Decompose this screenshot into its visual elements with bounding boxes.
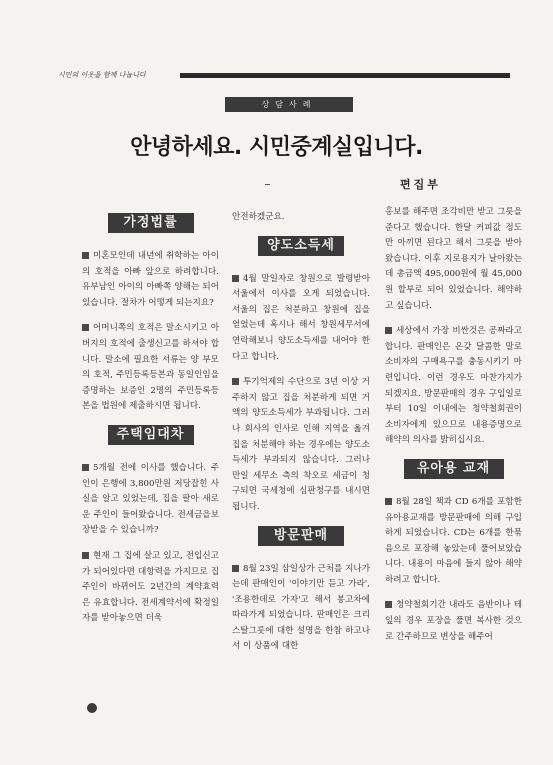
page-number-dot-icon <box>87 703 97 713</box>
column-3 <box>385 205 522 655</box>
paragraph <box>82 461 219 539</box>
paragraph <box>232 272 370 366</box>
heading-family-law: 가정법률 <box>108 213 194 233</box>
square-bullet-icon <box>232 378 239 385</box>
answer-text: 세상에서 가장 비싼것은 공짜라고 합니다. 판매인은 온갖 달콤한 말로 소비자의 구매욕구를 충동시키기 마련입니다. 이런 경우도 마찬가지가 되겠지요. 방문판매의 경우 구입일로부터 10일 이내에는 청약철회권이 소비자에게 있으므로 내용증명으로 해약의 의사를 밝히십시요. <box>385 326 522 446</box>
paragraph <box>385 598 522 645</box>
square-bullet-icon <box>385 327 392 334</box>
answer-text: 청약철회기간 내라도 음반이나 테잎의 경우 포장을 풀면 복사한 것으로 간주하므로 변상을 해주어 <box>385 600 522 642</box>
divider-dash <box>265 184 270 185</box>
paragraph <box>82 549 219 627</box>
paragraph: 홍보를 해주면 조각비만 받고 그릇을 준다고 했습니다. 한달 커피값 정도만 아끼면 된다고 해서 그릇을 받아왔습니다. 이후 지로용지가 날아왔는데 총금액 495,000원에 월 45,000원 할부로 되어 있었습니다. 해약하고 싶습니다. <box>385 207 522 311</box>
paragraph <box>82 321 219 415</box>
square-bullet-icon <box>385 498 392 505</box>
page-title: 안녕하세요. 시민중계실입니다. <box>130 135 423 160</box>
section-label: 상담사례 <box>225 97 353 112</box>
square-bullet-icon <box>82 464 89 471</box>
square-bullet-icon <box>232 565 239 572</box>
paragraph <box>385 324 522 449</box>
square-bullet-icon <box>82 552 89 559</box>
heading-door-to-door: 방문판매 <box>258 526 344 546</box>
question-text: 미혼모인데 내년에 취학하는 아이의 호적을 아빠 앞으로 하려합니다. 유부남인 아이의 아빠쪽 양해는 되어 있습니다. 절차가 어떻게 되는지요? <box>82 251 219 308</box>
paragraph <box>232 375 370 515</box>
paragraph <box>385 495 522 589</box>
heading-transfer-tax: 양도소득세 <box>258 236 344 256</box>
heading-lease: 주택임대차 <box>108 425 194 445</box>
answer-text: 현재 그 집에 살고 있고, 전입신고가 되어있다면 대항력을 가지므로 집주인이 바뀌어도 2년간의 계약효력은 유효합니다. 전세계약서에 확정일자를 받아놓으면 더욱 <box>82 550 219 624</box>
answer-text: 어머니쪽의 호적은 말소시키고 아버지의 호적에 출생신고를 하셔야 합니다. 말소에 필요한 서류는 양 부모의 호적, 주민등록등본과 동일인임을 증명하는 보증인 2명의 주민등록등본을 법원에 제출하시면 됩니다. <box>82 323 219 412</box>
header-rule <box>180 73 510 78</box>
heading-kids-material: 유아용 교재 <box>404 459 504 479</box>
question-text: 4월 말일자로 창원으로 발령받아 서울에서 이사를 오게 되었습니다. 서울의 집은 처분하고 창원에 집을 얻었는데 혹시나 해서 창원세무서에 연락해보니 양도소득세를 내어야 한다고 합니다. <box>232 273 370 362</box>
question-text: 8월 23일 삼일상가 근처를 지나가는데 판매인이 '이야기만 듣고 가라', '조용한데로 가자'고 해서 봉고차에 따라가게 되었습니다. 판매인은 크리스탈그릇에 대한 설명을 한참 하고나서 이 상품에 대한 <box>232 563 370 652</box>
column-1 <box>82 205 219 637</box>
column-2 <box>232 210 370 665</box>
answer-text: 투기억제의 수단으로 3년 이상 거주하지 않고 집을 처분하게 되면 거액의 양도소득세가 부과됩니다. 그러나 회사의 인사로 인해 지역을 옮겨 집을 처분해야 하는 경우에는 양도소득세가 부과되지 않습니다. 그러나 만일 세무소 측의 착오로 세금이 청구되면 국세청에 심판청구를 내시면 됩니다. <box>232 377 370 512</box>
square-bullet-icon <box>385 601 392 608</box>
question-text: 8월 28일 책과 CD 6개를 포함한 유아용교재를 방문판매에 의해 구입하게 되었습니다. CD는 6개를 한묶음으로 포장해 놓았는데 풀어보았습니다. 내용이 마음에 들지 않아 해약하려고 합니다. <box>385 496 522 585</box>
question-text: 5개월 전에 이사를 했습니다. 주인이 은행에 3,800만원 저당잡힌 사실을 알고 있었는데, 집을 팔아 새로운 주인이 들어왔습니다. 전세금을보장받을 수 있습니까? <box>82 462 219 536</box>
paragraph <box>232 562 370 656</box>
paragraph: 안전하겠군요. <box>232 212 285 222</box>
square-bullet-icon <box>82 252 89 259</box>
square-bullet-icon <box>232 275 239 282</box>
byline: 편집부 <box>400 178 441 191</box>
paragraph <box>82 249 219 311</box>
square-bullet-icon <box>82 324 89 331</box>
tagline: 시민의 이웃을 함께 나눕니다 <box>58 71 146 79</box>
